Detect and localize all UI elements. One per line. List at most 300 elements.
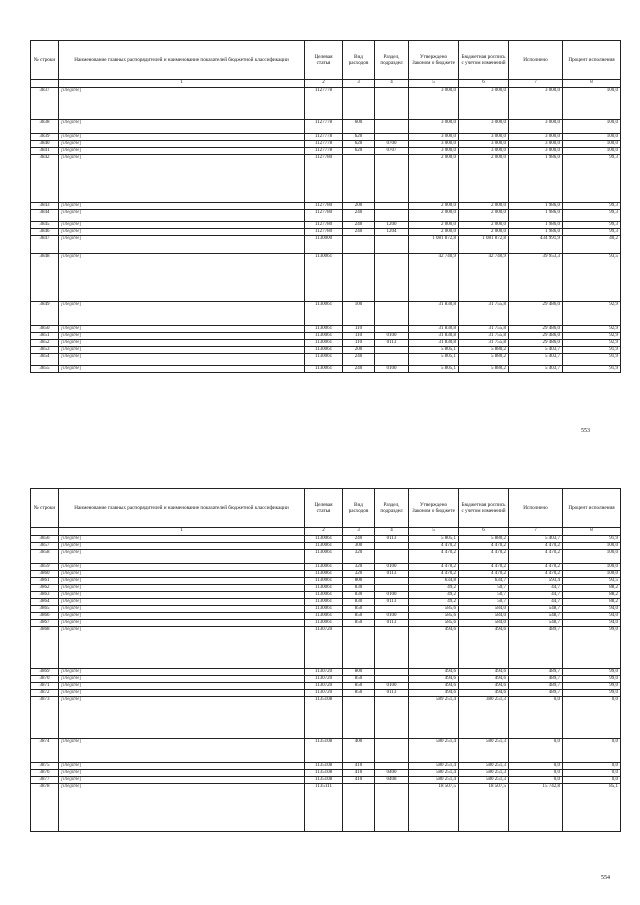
row-number: 3875 — [31, 763, 59, 770]
expense-kind: 200 — [343, 347, 375, 354]
target-article: 1130061 — [305, 354, 343, 366]
expense-kind: 100 — [343, 302, 375, 326]
row-description: [illegible] — [59, 134, 305, 141]
row-number: 3874 — [31, 739, 59, 763]
approved-amount: 2 000,0 — [409, 222, 459, 229]
executed-amount: 1 986,0 — [509, 210, 563, 222]
table-row — [31, 326, 621, 333]
section-code — [375, 784, 409, 832]
approved-amount: 494,6 — [409, 690, 459, 697]
target-article: 1130061 — [305, 366, 343, 373]
col-budget-list: Бюджетная роспись с учетом изменений — [459, 41, 509, 80]
budget-amount: 2 000,0 — [459, 229, 509, 236]
expense-kind: 240 — [343, 366, 375, 373]
target-article: 1130061 — [305, 550, 343, 564]
executed-amount: 4 470,2 — [509, 564, 563, 571]
row-description: [illegible] — [59, 333, 305, 340]
row-number: 3844 — [31, 210, 59, 222]
expense-kind: 830 — [343, 592, 375, 599]
percent-value: 100,0 — [563, 88, 621, 120]
row-number: 3870 — [31, 676, 59, 683]
table-header — [31, 489, 621, 528]
row-description: [illegible] — [59, 302, 305, 326]
target-article: 1127778 — [305, 134, 343, 141]
row-description: [illegible] — [59, 155, 305, 203]
percent-value: 0,0 — [563, 763, 621, 770]
target-article: 1135108 — [305, 770, 343, 777]
target-article: 1130061 — [305, 333, 343, 340]
row-number: 3877 — [31, 777, 59, 784]
executed-amount: 3 000,0 — [509, 134, 563, 141]
budget-amount: 580 251,3 — [459, 763, 509, 770]
col-target-article: Целевая статья — [305, 41, 343, 80]
col-percent: Процент исполнения — [563, 41, 621, 80]
section-code — [375, 543, 409, 550]
approved-amount: 585,6 — [409, 613, 459, 620]
row-number: 3843 — [31, 203, 59, 210]
budget-amount: 3 000,0 — [459, 120, 509, 134]
percent-value: 92,9 — [563, 302, 621, 326]
row-number: 3848 — [31, 254, 59, 302]
row-number: 3845 — [31, 222, 59, 229]
row-number: 3862 — [31, 585, 59, 592]
target-article: 1127780 — [305, 229, 343, 236]
budget-amount: 3 000,0 — [459, 88, 509, 120]
target-article: 1130061 — [305, 302, 343, 326]
approved-amount: 31 830,8 — [409, 340, 459, 347]
percent-value: 0,0 — [563, 770, 621, 777]
column-number: 6 — [459, 80, 509, 88]
expense-kind: 830 — [343, 585, 375, 592]
executed-amount: 29 486,0 — [509, 326, 563, 333]
budget-amount: 4 470,2 — [459, 550, 509, 564]
expense-kind — [343, 697, 375, 739]
table-row — [31, 354, 621, 366]
expense-kind: 320 — [343, 571, 375, 578]
expense-kind: 300 — [343, 543, 375, 550]
column-number: 6 — [459, 528, 509, 536]
budget-amount: 580 251,3 — [459, 770, 509, 777]
table-row — [31, 697, 621, 739]
table-row — [31, 229, 621, 236]
approved-amount: 3 000,0 — [409, 148, 459, 155]
executed-amount: 489,7 — [509, 627, 563, 669]
expense-kind: 800 — [343, 669, 375, 676]
column-number: 2 — [305, 80, 343, 88]
percent-value: 99,0 — [563, 627, 621, 669]
percent-value: 91,9 — [563, 536, 621, 543]
row-number: 3840 — [31, 141, 59, 148]
approved-amount: 589 251,4 — [409, 697, 459, 739]
percent-value: 99,3 — [563, 229, 621, 236]
row-number: 3846 — [31, 229, 59, 236]
column-number: 5 — [409, 528, 459, 536]
section-code: 0100 — [375, 333, 409, 340]
row-description: [illegible] — [59, 739, 305, 763]
table-row — [31, 254, 621, 302]
row-number: 3855 — [31, 366, 59, 373]
percent-value: 99,0 — [563, 669, 621, 676]
row-number: 3871 — [31, 683, 59, 690]
row-description: [illegible] — [59, 777, 305, 784]
executed-amount: 1 986,0 — [509, 203, 563, 210]
executed-amount: 44,7 — [509, 592, 563, 599]
expense-kind: 800 — [343, 578, 375, 585]
executed-amount: 548,7 — [509, 613, 563, 620]
column-number-row — [31, 80, 621, 88]
budget-amount: 5 880,2 — [459, 354, 509, 366]
approved-amount: 5 805,1 — [409, 366, 459, 373]
approved-amount: 494,6 — [409, 676, 459, 683]
section-code: 0707 — [375, 148, 409, 155]
target-article: 1130720 — [305, 627, 343, 669]
budget-amount: 494,6 — [459, 683, 509, 690]
approved-amount: 5 805,1 — [409, 347, 459, 354]
target-article: 1135108 — [305, 739, 343, 763]
table-row — [31, 578, 621, 585]
budget-amount: 494,6 — [459, 676, 509, 683]
executed-amount: 3 000,0 — [509, 141, 563, 148]
section-code: 1200 — [375, 222, 409, 229]
column-number: 2 — [305, 528, 343, 536]
percent-value: 99,3 — [563, 155, 621, 203]
section-code: 0700 — [375, 141, 409, 148]
approved-amount: 3 000,0 — [409, 134, 459, 141]
section-code: 1204 — [375, 229, 409, 236]
table-row — [31, 333, 621, 340]
table-row — [31, 134, 621, 141]
col-row-number: № строки — [31, 489, 59, 528]
table-row — [31, 236, 621, 254]
row-number: 3873 — [31, 697, 59, 739]
expense-kind: 240 — [343, 354, 375, 366]
percent-value: 92,9 — [563, 326, 621, 333]
target-article: 1130061 — [305, 347, 343, 354]
executed-amount: 548,7 — [509, 620, 563, 627]
approved-amount: 580 251,4 — [409, 763, 459, 770]
table-row — [31, 592, 621, 599]
percent-value: 94,0 — [563, 606, 621, 613]
executed-amount: 0,0 — [509, 763, 563, 770]
row-description: [illegible] — [59, 697, 305, 739]
approved-amount: 4 470,2 — [409, 550, 459, 564]
table-row — [31, 777, 621, 784]
target-article: 1130720 — [305, 676, 343, 683]
table-row — [31, 340, 621, 347]
row-description: [illegible] — [59, 683, 305, 690]
expense-kind — [343, 627, 375, 669]
col-target-article: Целевая статья — [305, 489, 343, 528]
section-code — [375, 354, 409, 366]
executed-amount: 29 486,0 — [509, 302, 563, 326]
target-article: 1130061 — [305, 564, 343, 571]
expense-kind: 110 — [343, 340, 375, 347]
col-expense-kind: Вид расходов — [343, 41, 375, 80]
target-article: 1130061 — [305, 585, 343, 592]
budget-amount: 4 470,2 — [459, 571, 509, 578]
budget-table-page-1 — [30, 40, 621, 373]
section-code: 0113 — [375, 599, 409, 606]
row-description: [illegible] — [59, 120, 305, 134]
row-description: [illegible] — [59, 690, 305, 697]
column-number: 5 — [409, 80, 459, 88]
expense-kind: 830 — [343, 599, 375, 606]
percent-value: 94,0 — [563, 613, 621, 620]
percent-value: 100,0 — [563, 550, 621, 564]
approved-amount: 4 470,2 — [409, 564, 459, 571]
target-article: 1130061 — [305, 254, 343, 302]
table-row — [31, 88, 621, 120]
percent-value: 0,0 — [563, 739, 621, 763]
percent-value: 92,9 — [563, 340, 621, 347]
target-article: 1130061 — [305, 592, 343, 599]
table-row — [31, 690, 621, 697]
target-article: 1130061 — [305, 571, 343, 578]
approved-amount: 494,6 — [409, 683, 459, 690]
table-row — [31, 543, 621, 550]
section-code: 0100 — [375, 683, 409, 690]
row-description: [illegible] — [59, 770, 305, 777]
executed-amount: 0,0 — [509, 739, 563, 763]
target-article: 1127780 — [305, 210, 343, 222]
section-code — [375, 347, 409, 354]
table-row — [31, 620, 621, 627]
table-row — [31, 302, 621, 326]
col-percent: Процент исполнения — [563, 489, 621, 528]
expense-kind: 620 — [343, 141, 375, 148]
percent-value: 99,0 — [563, 683, 621, 690]
row-description: [illegible] — [59, 347, 305, 354]
executed-amount: 4 470,2 — [509, 571, 563, 578]
row-description: [illegible] — [59, 676, 305, 683]
budget-amount: 31 755,8 — [459, 333, 509, 340]
section-code — [375, 120, 409, 134]
approved-amount: 2 000,0 — [409, 210, 459, 222]
approved-amount: 1 081 872,8 — [409, 236, 459, 254]
executed-amount: 548,7 — [509, 606, 563, 613]
expense-kind: 620 — [343, 134, 375, 141]
row-description: [illegible] — [59, 236, 305, 254]
row-number: 3872 — [31, 690, 59, 697]
row-description: [illegible] — [59, 354, 305, 366]
table-row — [31, 564, 621, 571]
col-executed: Исполнено — [509, 41, 563, 80]
budget-amount: 5 880,2 — [459, 347, 509, 354]
budget-amount: 5 880,2 — [459, 536, 509, 543]
row-description: [illegible] — [59, 326, 305, 333]
target-article: 1127778 — [305, 88, 343, 120]
executed-amount: 4 470,2 — [509, 543, 563, 550]
row-description: [illegible] — [59, 229, 305, 236]
executed-amount: 44,7 — [509, 585, 563, 592]
target-article: 1130061 — [305, 599, 343, 606]
expense-kind: 850 — [343, 690, 375, 697]
section-code — [375, 763, 409, 770]
section-code — [375, 134, 409, 141]
table-row — [31, 683, 621, 690]
section-code — [375, 254, 409, 302]
executed-amount: 3 000,0 — [509, 148, 563, 155]
expense-kind: 240 — [343, 536, 375, 543]
approved-amount: 5 805,1 — [409, 354, 459, 366]
section-code — [375, 210, 409, 222]
table-body-page-2 — [31, 536, 621, 832]
expense-kind: 320 — [343, 564, 375, 571]
percent-value: 40,2 — [563, 236, 621, 254]
budget-amount: 2 000,0 — [459, 210, 509, 222]
row-number: 3859 — [31, 564, 59, 571]
target-article: 1135108 — [305, 777, 343, 784]
table-row — [31, 585, 621, 592]
row-description: [illegible] — [59, 254, 305, 302]
row-description: [illegible] — [59, 210, 305, 222]
percent-value: 99,3 — [563, 222, 621, 229]
row-description: [illegible] — [59, 592, 305, 599]
table-row — [31, 770, 621, 777]
report-page-1 — [30, 40, 620, 445]
section-code: 0113 — [375, 690, 409, 697]
approved-amount: 585,6 — [409, 620, 459, 627]
expense-kind: 240 — [343, 210, 375, 222]
target-article: 1130720 — [305, 683, 343, 690]
expense-kind: 110 — [343, 326, 375, 333]
expense-kind: 320 — [343, 550, 375, 564]
col-name: Наименование главных распорядителей и наименование показателей бюджетной классификации — [59, 489, 305, 528]
row-description: [illegible] — [59, 669, 305, 676]
row-number: 3852 — [31, 340, 59, 347]
row-number: 3869 — [31, 669, 59, 676]
budget-amount: 634,7 — [459, 578, 509, 585]
column-number: 7 — [509, 80, 563, 88]
section-code: 0113 — [375, 571, 409, 578]
budget-amount: 584,0 — [459, 620, 509, 627]
row-description: [illegible] — [59, 606, 305, 613]
executed-amount: 1 986,0 — [509, 222, 563, 229]
executed-amount: 0,0 — [509, 697, 563, 739]
section-code: 0100 — [375, 613, 409, 620]
executed-amount: 5 403,7 — [509, 536, 563, 543]
report-page-2 — [30, 488, 620, 873]
column-number: 3 — [343, 528, 375, 536]
section-code — [375, 676, 409, 683]
row-number: 3838 — [31, 120, 59, 134]
budget-amount: 380 251,3 — [459, 697, 509, 739]
row-description: [illegible] — [59, 763, 305, 770]
section-code — [375, 627, 409, 669]
target-article: 1130061 — [305, 340, 343, 347]
expense-kind: 850 — [343, 606, 375, 613]
executed-amount: 5 403,7 — [509, 347, 563, 354]
expense-kind: 410 — [343, 777, 375, 784]
executed-amount: 434 991,9 — [509, 236, 563, 254]
approved-amount: 2 000,0 — [409, 203, 459, 210]
expense-kind: 850 — [343, 676, 375, 683]
column-number: 4 — [375, 528, 409, 536]
percent-value: 100,0 — [563, 571, 621, 578]
section-code — [375, 606, 409, 613]
expense-kind: 110 — [343, 333, 375, 340]
row-description: [illegible] — [59, 784, 305, 832]
budget-amount: 50,7 — [459, 592, 509, 599]
executed-amount: 489,7 — [509, 669, 563, 676]
budget-amount: 2 000,0 — [459, 155, 509, 203]
expense-kind — [343, 88, 375, 120]
approved-amount: 18 507,5 — [409, 784, 459, 832]
row-description: [illegible] — [59, 141, 305, 148]
percent-value: 94,0 — [563, 620, 621, 627]
budget-amount: 3 000,0 — [459, 141, 509, 148]
row-description: [illegible] — [59, 222, 305, 229]
percent-value: 99,3 — [563, 203, 621, 210]
target-article: 1127778 — [305, 120, 343, 134]
expense-kind — [343, 155, 375, 203]
budget-amount: 3 000,0 — [459, 148, 509, 155]
approved-amount: 580 251,4 — [409, 739, 459, 763]
section-code: 0400 — [375, 770, 409, 777]
executed-amount: 5 403,7 — [509, 366, 563, 373]
table-row — [31, 536, 621, 543]
section-code — [375, 585, 409, 592]
table-row — [31, 148, 621, 155]
expense-kind: 410 — [343, 770, 375, 777]
expense-kind: 850 — [343, 620, 375, 627]
executed-amount: 29 486,0 — [509, 340, 563, 347]
executed-amount: 15 742,8 — [509, 784, 563, 832]
row-number: 3861 — [31, 578, 59, 585]
percent-value: 85,1 — [563, 784, 621, 832]
approved-amount: 5 805,1 — [409, 536, 459, 543]
section-code: 0100 — [375, 366, 409, 373]
percent-value: 100,0 — [563, 134, 621, 141]
table-row — [31, 155, 621, 203]
table-row — [31, 763, 621, 770]
executed-amount: 1 986,0 — [509, 229, 563, 236]
row-description: [illegible] — [59, 203, 305, 210]
col-approved: Утверждено Законом о бюджете — [409, 41, 459, 80]
section-code — [375, 739, 409, 763]
row-description: [illegible] — [59, 543, 305, 550]
percent-value: 93,5 — [563, 578, 621, 585]
col-row-number: № строки — [31, 41, 59, 80]
approved-amount: 585,6 — [409, 606, 459, 613]
table-row — [31, 366, 621, 373]
expense-kind — [343, 254, 375, 302]
section-code — [375, 88, 409, 120]
page-number: 554 — [601, 875, 610, 881]
target-article: 1130061 — [305, 536, 343, 543]
budget-amount: 494,6 — [459, 627, 509, 669]
budget-amount: 580 251,3 — [459, 739, 509, 763]
table-row — [31, 739, 621, 763]
budget-amount: 494,6 — [459, 690, 509, 697]
executed-amount: 0,0 — [509, 770, 563, 777]
row-number: 3865 — [31, 606, 59, 613]
budget-amount: 31 755,8 — [459, 326, 509, 333]
column-number-row — [31, 528, 621, 536]
expense-kind: 850 — [343, 683, 375, 690]
row-description: [illegible] — [59, 578, 305, 585]
column-number: 1 — [59, 80, 305, 88]
table-row — [31, 669, 621, 676]
expense-kind: 600 — [343, 120, 375, 134]
row-number: 3850 — [31, 326, 59, 333]
section-code — [375, 155, 409, 203]
row-description: [illegible] — [59, 613, 305, 620]
row-number: 3868 — [31, 627, 59, 669]
row-description: [illegible] — [59, 550, 305, 564]
budget-amount: 494,6 — [459, 669, 509, 676]
table-header — [31, 41, 621, 80]
